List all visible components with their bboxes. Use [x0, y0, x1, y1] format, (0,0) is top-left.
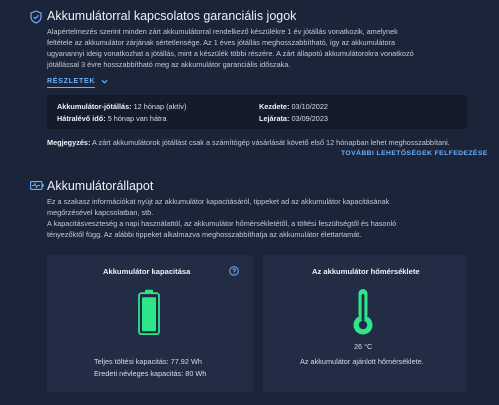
- thermometer-icon: [352, 288, 374, 336]
- warranty-note: Megjegyzés: A zárt akkumulátorok jótállást csak a számítógép vásárlását követő első 12 hónapban lehet meghosszabbítani.: [47, 138, 450, 147]
- battery-icon: [138, 289, 160, 335]
- shield-check-icon: [30, 10, 42, 24]
- battery-status-description: Ez a szakasz információkat nyújt az akkumulátor kapacitásáról, tippeket ad az akkumulátor kapacitásának megőrzésével kapcsolatban, stb. A kapacitásveszteség a napi használattól, az akkumulátor hőmérsékletétől, a töltési feszültségtől és hasonló tényezőktől függ. Az alábbi tippeket alkalmazva meghosszabbíthatja az akkumulátor élettartamát.: [47, 197, 397, 239]
- remaining-time: Hátralévő idő: 5 hónap van hátra: [57, 114, 167, 123]
- battery-health-icon: [30, 181, 44, 190]
- warranty-period: Akkumulátor-jótállás: 12 hónap (aktív): [57, 102, 187, 111]
- start-date: Kezdete: 03/10/2022: [259, 102, 328, 111]
- explore-options-link[interactable]: TOVÁBBI LEHETŐSÉGEK FELFEDEZÉSE: [341, 150, 488, 157]
- recommended-temperature-text: Az akkumulátor ajánlott hőmérséklete.: [300, 357, 424, 366]
- warranty-title: Akkumulátorral kapcsolatos garanciális jogok: [47, 9, 297, 23]
- chevron-down-icon[interactable]: [101, 78, 108, 85]
- battery-capacity-card: [47, 255, 253, 392]
- battery-charge-level: [142, 297, 156, 331]
- full-charge-capacity: Teljes töltési kapacitás: 77.92 Wh: [94, 357, 202, 366]
- temperature-value: 26 °C: [354, 342, 373, 351]
- help-icon[interactable]: [229, 266, 239, 276]
- details-toggle[interactable]: [47, 76, 108, 88]
- details-label[interactable]: RÉSZLETEK: [47, 76, 95, 88]
- warranty-description: Alapértelmezés szerint minden zárt akkumulátorral rendelkező készülékre 1 év jótállás vonatkozik, amelynek feltétele az akkumulátor zárjának sértetlensége. Az 1 éves jótállás meghosszabbítható, így az akkumulátora ugyanannyi ideig vonatkozhat a jótállás, mint a készülék többi részére. A zárt állapotú akkumulátorokra vonatkozó jótállással 3 évre hosszabbítható meg az akkumulátor garanciális időszaka.: [47, 27, 414, 69]
- battery-temperature-card: [263, 255, 467, 392]
- design-capacity: Eredeti névleges kapacitás: 80 Wh: [94, 369, 207, 378]
- warranty-details-panel: [47, 95, 467, 129]
- expiry-date: Lejárata: 03/09/2023: [259, 114, 328, 123]
- capacity-card-title: Akkumulátor kapacitása: [103, 267, 191, 276]
- battery-status-title: Akkumulátorállapot: [47, 179, 154, 193]
- temperature-card-title: Az akkumulátor hőmérséklete: [312, 267, 420, 276]
